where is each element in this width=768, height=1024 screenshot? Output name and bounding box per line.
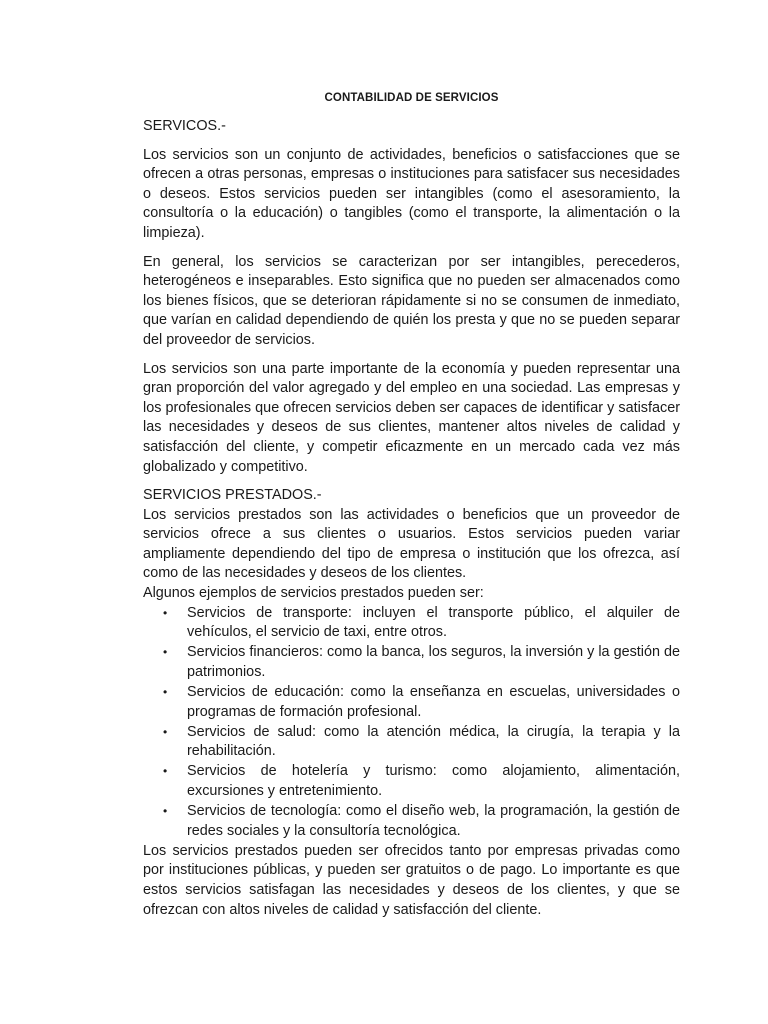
- list-item: [163, 643, 680, 682]
- paragraph-economy: Los servicios son una parte importante de la economía y pueden representar una gran proporción del valor agregado y del empleo en una sociedad. Las empresas y los profesionales que ofrecen servicios deben ser capaces de identificar y satisfacer las necesidades y deseos de sus clientes, mantener altos niveles de calidad y satisfacción del cliente, y competir eficazmente en un mercado cada vez más globalizado y competitivo.: [143, 360, 680, 475]
- list-item: [163, 723, 680, 762]
- paragraph-definition: Los servicios son un conjunto de actividades, beneficios o satisfacciones que se ofrecen a otras personas, empresas o instituciones para satisfacer sus necesidades o deseos. Estos servicios pueden ser intangibles (como el asesoramiento, la consultoría o la educación) o tangibles (como el transporte, la alimentación o la limpieza).: [143, 146, 680, 241]
- bullet-icon: •: [163, 804, 168, 819]
- examples-list: [143, 604, 680, 842]
- list-item: [163, 683, 680, 722]
- paragraph-servicios-prestados-intro: Los servicios prestados son las actividades o beneficios que un proveedor de servicios ofrece a sus clientes o usuarios. Estos servicios pueden variar ampliamente dependiendo del tipo de empresa o institución que los ofrezca, así como de las necesidades y deseos de los clientes.: [143, 506, 680, 582]
- bullet-icon: •: [163, 605, 168, 620]
- list-item: [163, 802, 680, 841]
- bullet-icon: •: [163, 685, 168, 700]
- bullet-icon: •: [163, 764, 168, 779]
- document-title: CONTABILIDAD DE SERVICIOS: [324, 92, 499, 104]
- paragraph-characteristics: En general, los servicios se caracterizan por ser intangibles, perecederos, heterogéneos e inseparables. Esto significa que no pueden ser almacenados como los bienes físicos, que se deterioran rápidamente si no se consumen de inmediato, que varían en calidad dependiendo de quién los presta y que no se pueden separar del proveedor de servicios.: [143, 253, 680, 348]
- bullet-icon: •: [163, 645, 168, 660]
- paragraph-closing: Los servicios prestados pueden ser ofrecidos tanto por empresas privadas como por instituciones públicas, y pueden ser gratuitos o de pago. Lo importante es que estos servicios satisfagan las necesidades y deseos de los clientes, y que se ofrezcan con altos niveles de calidad y satisfacción del cliente.: [143, 842, 680, 918]
- list-item: [163, 762, 680, 801]
- list-item-text: Servicios de transporte: incluyen el transporte público, el alquiler de vehículos, el servicio de taxi, entre otros.: [187, 604, 680, 641]
- document-page: [143, 92, 680, 920]
- paragraph-examples-lead: Algunos ejemplos de servicios prestados pueden ser:: [143, 585, 484, 602]
- list-item-text: Servicios de educación: como la enseñanza en escuelas, universidades o programas de formación profesional.: [187, 684, 680, 720]
- section-heading-servicios: SERVICOS.-: [143, 118, 226, 134]
- section-heading-servicios-prestados: SERVICIOS PRESTADOS.-: [143, 487, 322, 504]
- list-item-text: Servicios de tecnología: como el diseño web, la programación, la gestión de redes sociales y la consultoría tecnológica.: [187, 803, 680, 839]
- list-item: [163, 604, 680, 643]
- list-item-text: Servicios de hotelería y turismo: como alojamiento, alimentación, excursiones y entretenimiento.: [187, 763, 680, 799]
- list-item-text: Servicios de salud: como la atención médica, la cirugía, la terapia y la rehabilitación.: [187, 723, 680, 760]
- list-item-text: Servicios financieros: como la banca, los seguros, la inversión y la gestión de patrimonios.: [187, 644, 680, 680]
- bullet-icon: •: [163, 724, 168, 739]
